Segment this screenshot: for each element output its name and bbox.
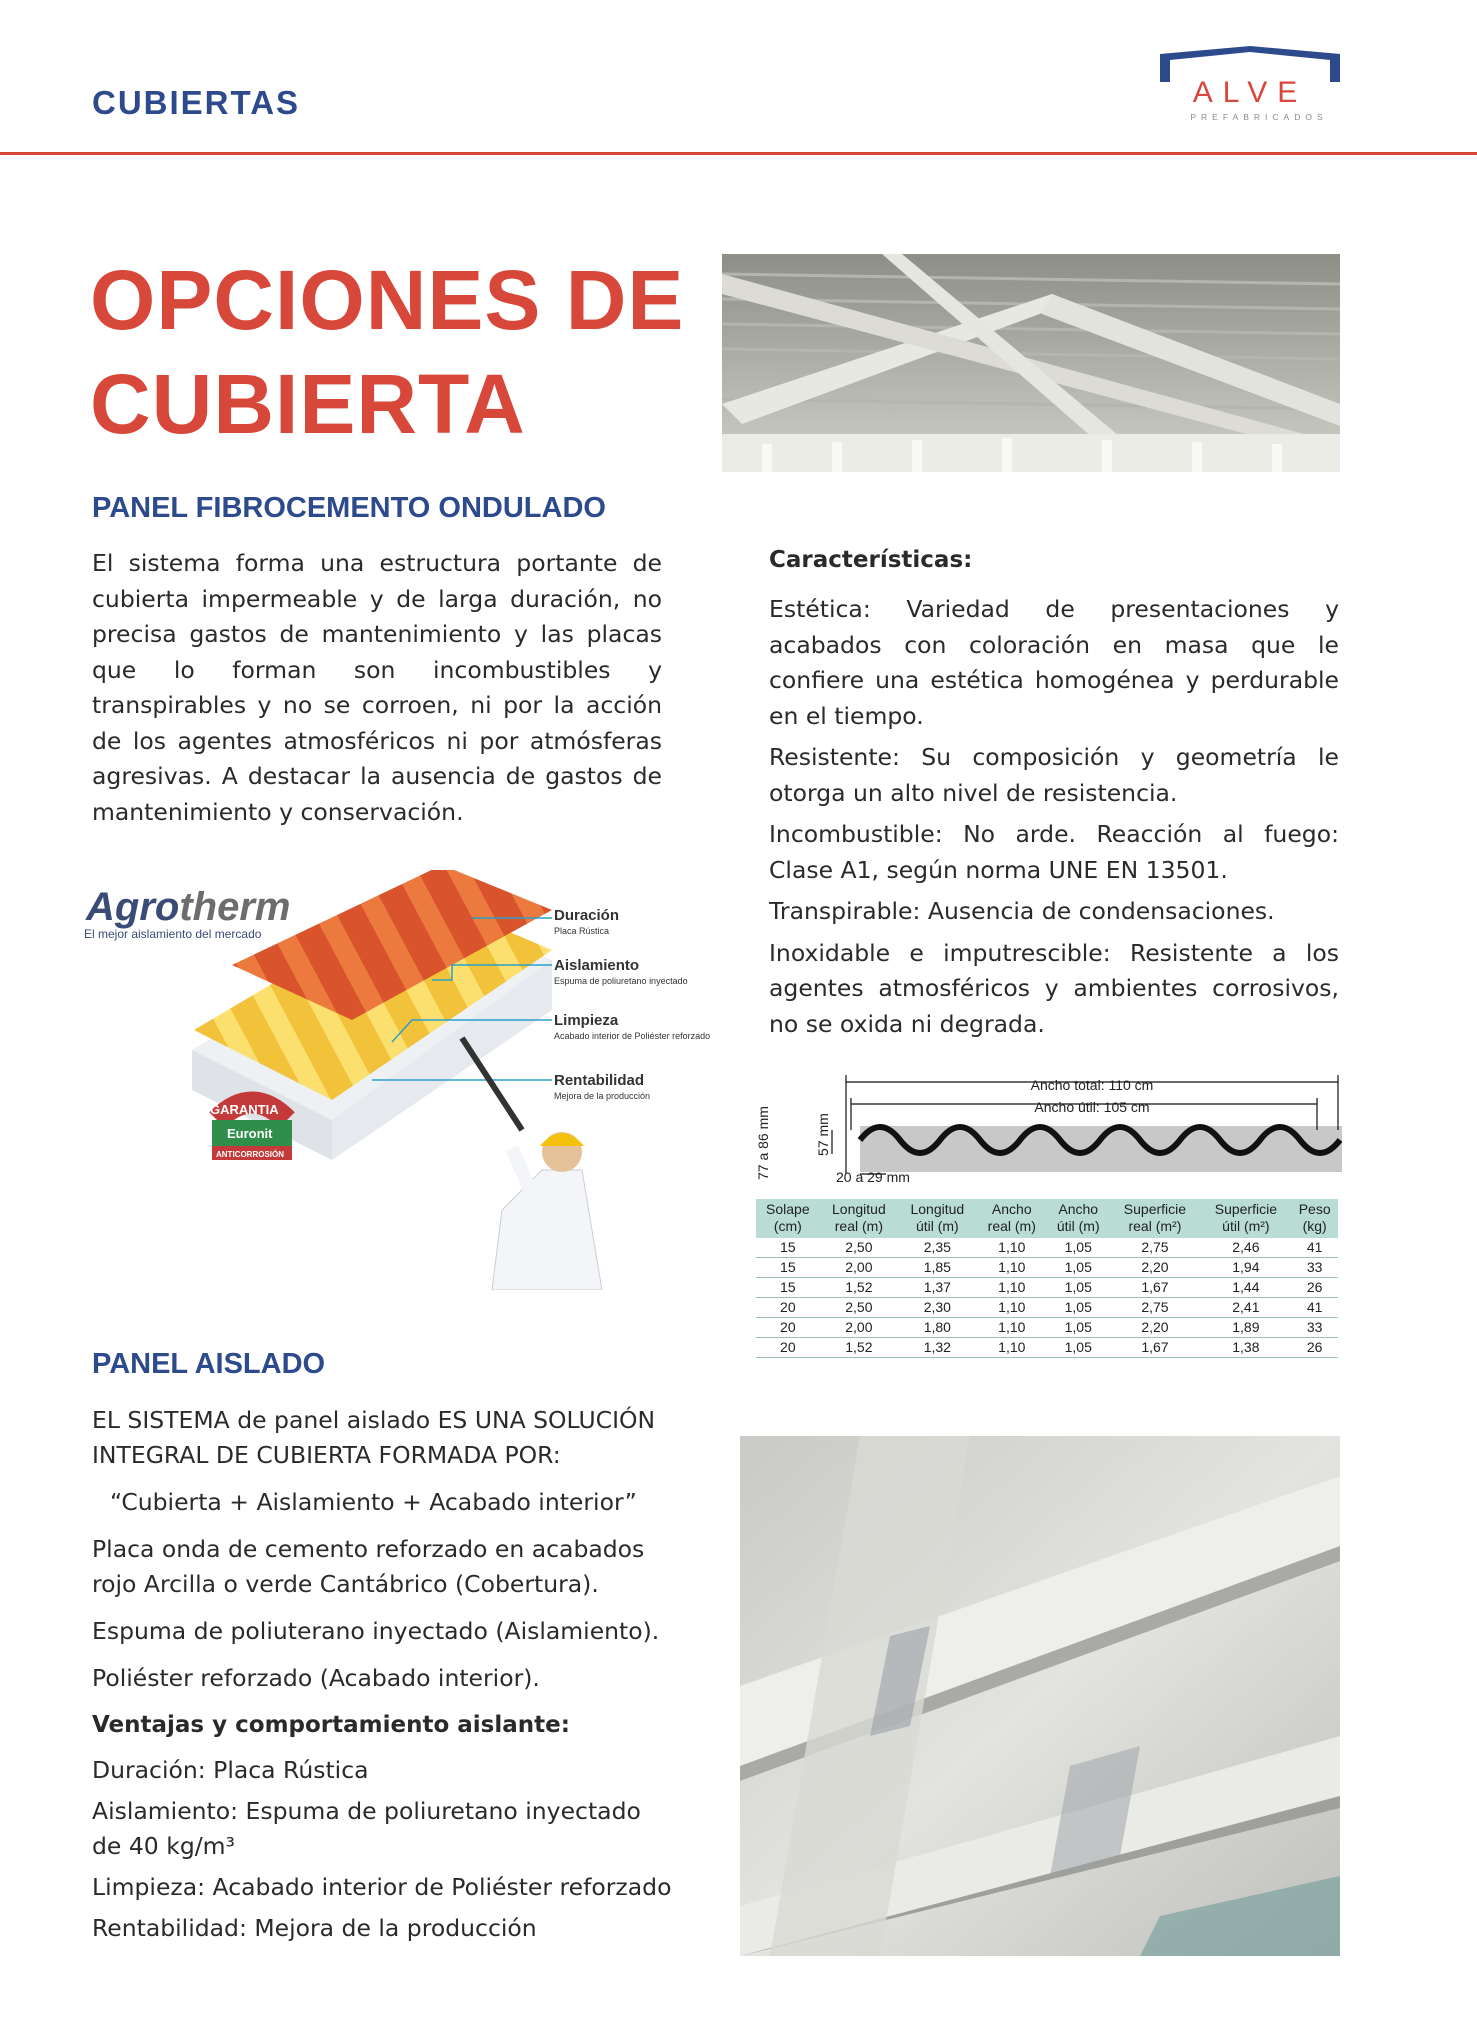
table-cell: 1,32: [898, 1338, 976, 1358]
header-divider: [0, 152, 1477, 155]
advantage-item: Limpieza: Acabado interior de Poliéster reforzado: [92, 1873, 672, 1901]
spec-table: [756, 1199, 1338, 1358]
table-cell: 20: [756, 1338, 820, 1358]
gap-label: 20 a 29 mm: [836, 1169, 910, 1185]
table-cell: 2,46: [1200, 1238, 1291, 1258]
table-cell: 2,75: [1109, 1298, 1200, 1318]
svg-text:GARANTIA: GARANTIA: [210, 1102, 279, 1117]
svg-text:Euronit: Euronit: [227, 1126, 273, 1141]
table-cell: 1,10: [977, 1258, 1047, 1278]
table-cell: 1,38: [1200, 1338, 1291, 1358]
agrotherm-illustration: [82, 870, 712, 1290]
advantages-heading: Ventajas y comportamiento aislante:: [92, 1712, 570, 1738]
advantage-item: Duración: Placa Rústica: [92, 1756, 369, 1784]
agrotherm-brand: Agrotherm: [86, 885, 291, 929]
roof-structure-photo: [722, 254, 1340, 472]
table-cell: 1,80: [898, 1318, 976, 1338]
column-header: Solape (cm): [756, 1199, 820, 1238]
table-cell: 20: [756, 1298, 820, 1318]
label-rentabilidad: Rentabilidad: [554, 1072, 645, 1089]
table-row: [756, 1258, 1338, 1278]
advantage-item: Aislamiento: Espuma de poliuretano inyectado de 40 kg/m³: [92, 1797, 641, 1860]
table-cell: 15: [756, 1238, 820, 1258]
fibro-heading: PANEL FIBROCEMENTO ONDULADO: [92, 492, 606, 524]
table-cell: 1,05: [1047, 1258, 1109, 1278]
column-header: Longitud útil (m): [898, 1199, 976, 1238]
characteristics-list: [769, 592, 1339, 1048]
column-header: Peso (kg): [1291, 1199, 1338, 1238]
table-cell: 2,50: [820, 1238, 898, 1258]
table-cell: 1,10: [977, 1298, 1047, 1318]
warranty-badge-icon: [210, 1102, 292, 1160]
section-title: CUBIERTAS: [92, 84, 301, 121]
svg-text:Mejora de la producción: Mejora de la producción: [554, 1091, 651, 1101]
table-cell: 15: [756, 1278, 820, 1298]
table-cell: 1,37: [898, 1278, 976, 1298]
alve-logo: [1158, 44, 1342, 126]
table-cell: 1,05: [1047, 1238, 1109, 1258]
column-header: Ancho real (m): [977, 1199, 1047, 1238]
table-cell: 1,67: [1109, 1338, 1200, 1358]
page-title-line1: OPCIONES DE: [90, 253, 685, 347]
sheet-profile-diagram: [752, 1070, 1342, 1200]
aislado-formula: “Cubierta + Aislamiento + Acabado interior”: [110, 1488, 637, 1516]
table-cell: 1,85: [898, 1258, 976, 1278]
table-cell: 26: [1291, 1338, 1338, 1358]
table-cell: 2,30: [898, 1298, 976, 1318]
column-header: Ancho útil (m): [1047, 1199, 1109, 1238]
logo-subtitle: PREFABRICADOS: [1190, 112, 1328, 122]
table-cell: 1,05: [1047, 1278, 1109, 1298]
table-cell: 1,05: [1047, 1338, 1109, 1358]
label-duracion: Duración: [554, 907, 620, 924]
table-cell: 2,50: [820, 1298, 898, 1318]
table-cell: 1,89: [1200, 1318, 1291, 1338]
column-header: Longitud real (m): [820, 1199, 898, 1238]
table-cell: 1,67: [1109, 1278, 1200, 1298]
table-cell: 1,52: [820, 1278, 898, 1298]
characteristic-item: Transpirable: Ausencia de condensaciones.: [769, 897, 1275, 925]
table-cell: 41: [1291, 1238, 1338, 1258]
svg-text:ANTICORROSIÓN: ANTICORROSIÓN: [216, 1150, 284, 1159]
aislado-intro: EL SISTEMA de panel aislado ES UNA SOLUCIÓN INTEGRAL DE CUBIERTA FORMADA POR:: [92, 1406, 656, 1469]
table-cell: 15: [756, 1258, 820, 1278]
table-cell: 1,10: [977, 1238, 1047, 1258]
label-aislamiento: Aislamiento: [554, 957, 640, 974]
table-cell: 2,00: [820, 1318, 898, 1338]
table-cell: 33: [1291, 1318, 1338, 1338]
aislado-heading: PANEL AISLADO: [92, 1348, 326, 1380]
table-cell: 1,10: [977, 1338, 1047, 1358]
characteristic-item: Incombustible: No arde. Reacción al fuego: Clase A1, según norma UNE EN 13501.: [769, 820, 1339, 884]
table-cell: 2,75: [1109, 1238, 1200, 1258]
table-cell: 1,10: [977, 1278, 1047, 1298]
table-cell: 33: [1291, 1258, 1338, 1278]
fibro-body: El sistema forma una estructura portante de cubierta impermeable y de larga duración, no precisa gastos de mantenimiento y las placas que lo forman son incombustibles y transpirables y no se corroen, ni por la acción de los agentes atmosféricos ni por atmósferas agresivas. A destacar la ausencia de gastos de mantenimiento y conservación.: [92, 549, 662, 826]
table-cell: 2,35: [898, 1238, 976, 1258]
logo-word: ALVE: [1192, 76, 1308, 109]
column-header: Superficie real (m²): [1109, 1199, 1200, 1238]
svg-text:Espuma de poliuretano inyectad: Espuma de poliuretano inyectado: [554, 976, 688, 986]
table-row: [756, 1278, 1338, 1298]
height-range-label: 77 a 86 mm: [755, 1106, 771, 1180]
table-row: [756, 1318, 1338, 1338]
advantage-item: Rentabilidad: Mejora de la producción: [92, 1914, 537, 1942]
table-row: [756, 1298, 1338, 1318]
table-cell: 2,20: [1109, 1318, 1200, 1338]
table-cell: 20: [756, 1318, 820, 1338]
aislado-paragraph: Poliéster reforzado (Acabado interior).: [92, 1664, 540, 1692]
page-title-line2: CUBIERTA: [90, 357, 526, 451]
table-cell: 2,41: [1200, 1298, 1291, 1318]
table-header-row: [756, 1199, 1338, 1238]
characteristic-item: Inoxidable e imputrescible: Resistente a los agentes atmosféricos y ambientes corrosivos, no se oxida ni degrada.: [769, 938, 1339, 1038]
table-cell: 2,00: [820, 1258, 898, 1278]
total-width-label: Ancho total: 110 cm: [1030, 1077, 1154, 1093]
table-cell: 1,94: [1200, 1258, 1291, 1278]
table-cell: 1,05: [1047, 1298, 1109, 1318]
table-row: [756, 1338, 1338, 1358]
table-cell: 1,52: [820, 1338, 898, 1358]
characteristics-heading: Características:: [769, 547, 973, 573]
column-header: Superficie útil (m²): [1200, 1199, 1291, 1238]
wave-height-label: 57 mm: [815, 1113, 831, 1156]
table-cell: 1,05: [1047, 1318, 1109, 1338]
table-cell: 2,20: [1109, 1258, 1200, 1278]
characteristic-item: Estética: Variedad de presentaciones y acabados con coloración en masa que le confiere una estética homogénea y perdurable en el tiempo.: [769, 595, 1339, 730]
label-limpieza: Limpieza: [554, 1012, 619, 1029]
aislado-paragraph: Espuma de poliuterano inyectado (Aislamiento).: [92, 1617, 660, 1645]
table-row: [756, 1238, 1338, 1258]
characteristic-item: Resistente: Su composición y geometría le otorga un alto nivel de resistencia.: [769, 743, 1339, 807]
svg-text:Acabado interior de Poliéster: Acabado interior de Poliéster reforzado: [554, 1031, 711, 1041]
aislado-content: [92, 1403, 672, 1952]
aislado-paragraph: Placa onda de cemento reforzado en acabados rojo Arcilla o verde Cantábrico (Cobertura).: [92, 1535, 645, 1598]
table-cell: 1,10: [977, 1318, 1047, 1338]
page-title: [90, 248, 684, 456]
insulated-ceiling-photo: [740, 1436, 1340, 1956]
agrotherm-tagline: El mejor aislamiento del mercado: [84, 927, 262, 941]
table-cell: 26: [1291, 1278, 1338, 1298]
table-cell: 41: [1291, 1298, 1338, 1318]
table-cell: 1,44: [1200, 1278, 1291, 1298]
useful-width-label: Ancho útil: 105 cm: [1034, 1099, 1150, 1115]
svg-text:Placa Rústica: Placa Rústica: [554, 926, 610, 936]
